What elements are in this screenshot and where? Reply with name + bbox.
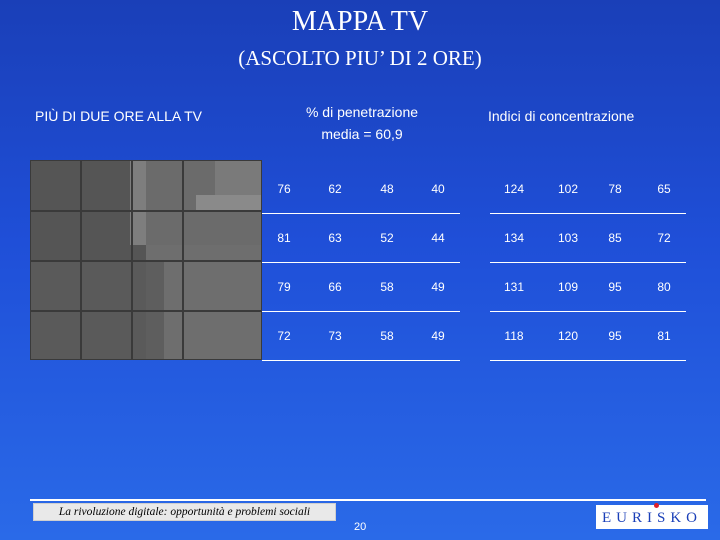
table-cell: 78 xyxy=(608,182,622,196)
map-cell xyxy=(81,211,132,261)
table-cell: 73 xyxy=(328,329,342,343)
table-row xyxy=(490,165,686,214)
map-cell xyxy=(30,261,81,311)
map-cell xyxy=(132,261,183,311)
eurisko-logo: EURISKO xyxy=(596,505,708,529)
page-number: 20 xyxy=(354,521,367,533)
map-cell xyxy=(183,261,262,311)
tv-map xyxy=(30,160,262,360)
map-cell xyxy=(81,160,132,211)
map-cell xyxy=(30,311,81,360)
map-cell xyxy=(30,211,81,261)
penetration-label-line2: media = 60,9 xyxy=(321,126,403,142)
map-cell xyxy=(81,261,132,311)
table-row xyxy=(490,312,686,361)
table-cell: 103 xyxy=(557,231,579,245)
table-cell: 124 xyxy=(503,182,525,196)
table-row xyxy=(262,263,460,312)
table-cell: 52 xyxy=(380,231,394,245)
table-cell: 81 xyxy=(657,329,671,343)
table-cell: 79 xyxy=(277,280,291,294)
table-cell: 58 xyxy=(380,329,394,343)
logo-dot-icon xyxy=(654,503,659,508)
table-cell: 134 xyxy=(503,231,525,245)
footer-divider xyxy=(30,499,706,501)
map-cell xyxy=(132,311,183,360)
table-cell: 80 xyxy=(657,280,671,294)
table-cell: 62 xyxy=(328,182,342,196)
map-label: PIÙ DI DUE ORE ALLA TV xyxy=(35,108,203,124)
table-cell: 49 xyxy=(431,329,445,343)
map-cell xyxy=(30,160,81,211)
penetration-label-line1: % di penetrazione xyxy=(305,104,419,120)
table-cell: 66 xyxy=(328,280,342,294)
map-cell xyxy=(183,160,262,211)
table-cell: 95 xyxy=(608,329,622,343)
table-cell: 58 xyxy=(380,280,394,294)
table-cell: 48 xyxy=(380,182,394,196)
map-cell xyxy=(132,160,183,211)
table-row xyxy=(490,263,686,312)
table-cell: 95 xyxy=(608,280,622,294)
table-cell: 63 xyxy=(328,231,342,245)
penetration-label xyxy=(262,101,462,145)
table-cell: 118 xyxy=(504,329,524,343)
map-cell xyxy=(183,311,262,360)
table-cell: 120 xyxy=(557,329,579,343)
table-cell: 131 xyxy=(503,280,525,294)
map-cell xyxy=(183,211,262,261)
table-cell: 44 xyxy=(431,231,445,245)
slide-title: MAPPA TV xyxy=(291,6,429,37)
table-cell: 49 xyxy=(431,280,445,294)
table-row xyxy=(490,214,686,263)
table-cell: 81 xyxy=(277,231,291,245)
table-cell: 109 xyxy=(557,280,579,294)
concentration-label: Indici di concentrazione xyxy=(488,108,635,124)
table-cell: 102 xyxy=(557,182,579,196)
table-row xyxy=(262,312,460,361)
table-cell: 65 xyxy=(657,182,671,196)
table-cell: 85 xyxy=(608,231,622,245)
footer-caption: La rivoluzione digitale: opportunità e problemi sociali xyxy=(33,503,336,521)
map-cell xyxy=(132,211,183,261)
table-row xyxy=(262,214,460,263)
table-cell: 40 xyxy=(431,182,445,196)
slide-subtitle: (ASCOLTO PIU’ DI 2 ORE) xyxy=(238,46,482,70)
table-cell: 72 xyxy=(657,231,671,245)
table-cell: 76 xyxy=(277,182,291,196)
table-row xyxy=(262,165,460,214)
map-cell xyxy=(81,311,132,360)
table-cell: 72 xyxy=(277,329,291,343)
